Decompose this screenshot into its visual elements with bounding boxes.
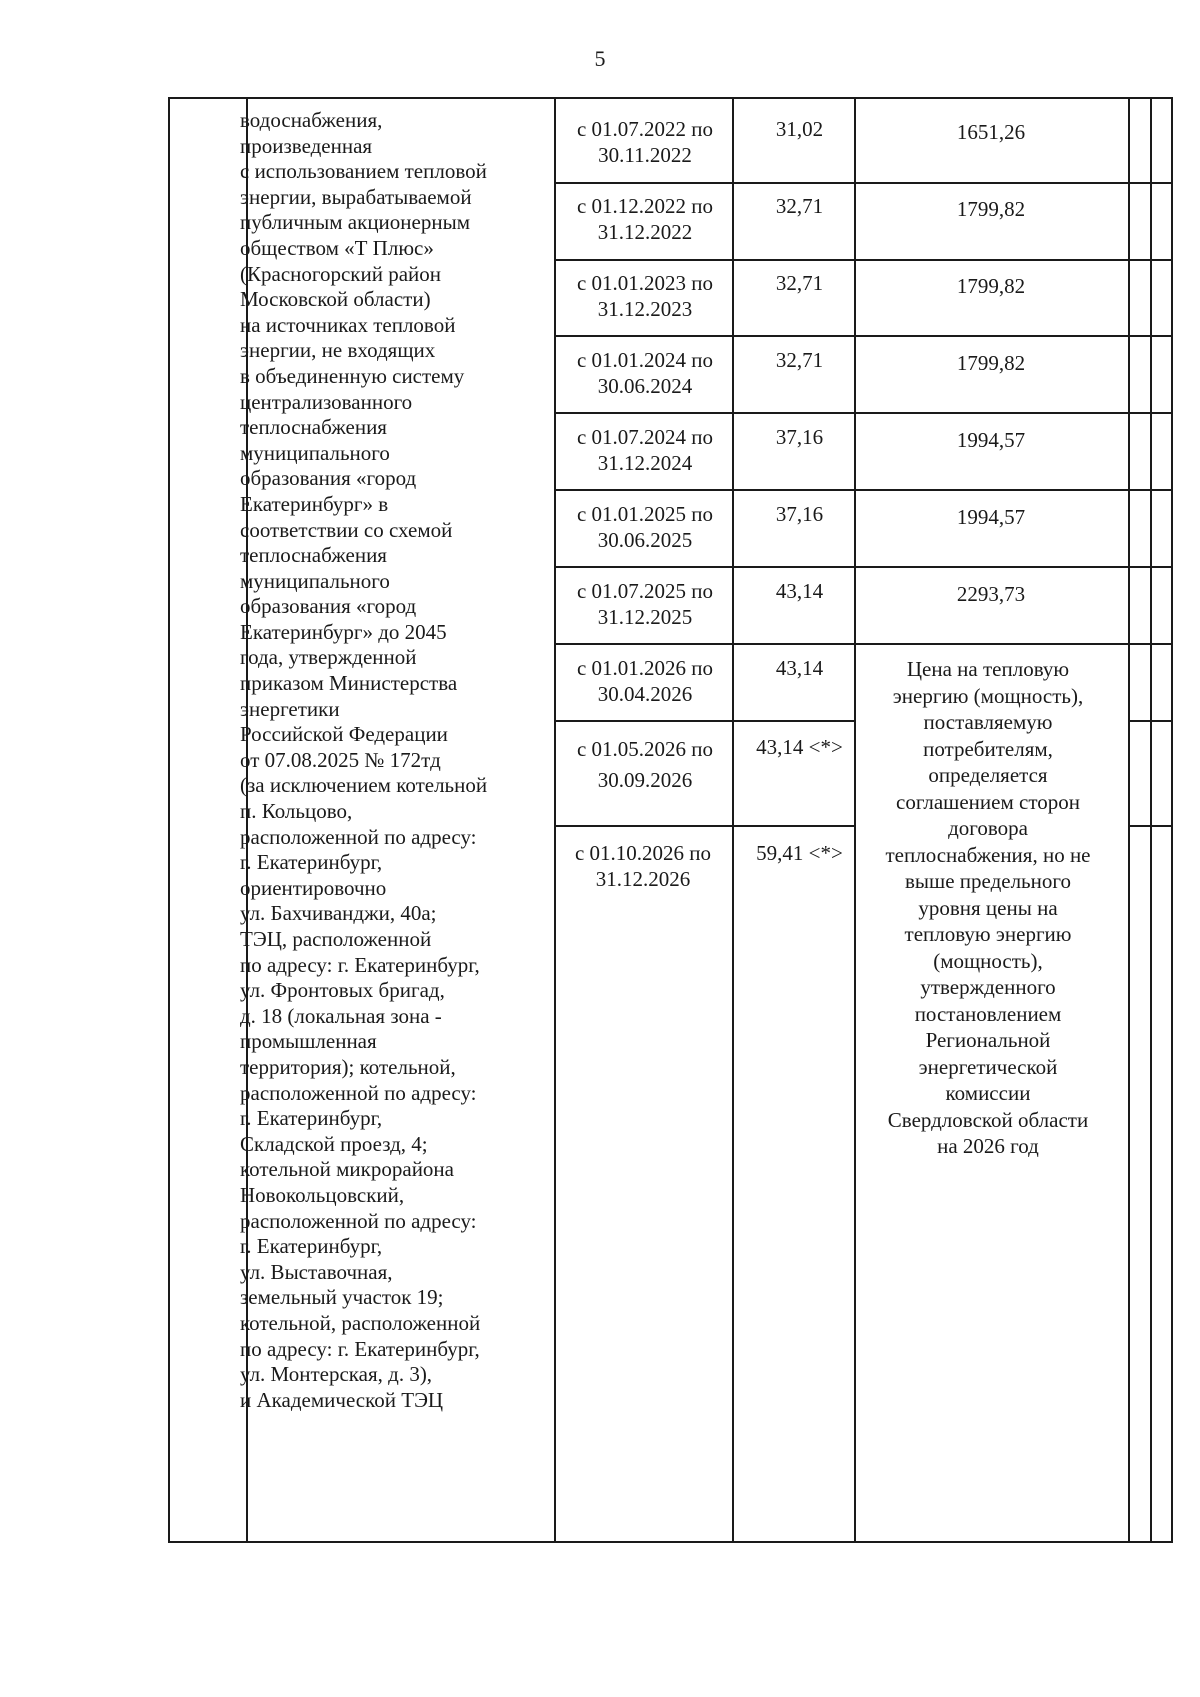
table-cell-period: с 01.07.2024 по 31.12.2024 xyxy=(576,425,714,475)
table-cell-rate: 32,71 xyxy=(775,194,824,218)
table-border-left xyxy=(168,97,170,1543)
page-number: 5 xyxy=(594,46,606,71)
row-separator xyxy=(554,643,1173,645)
row-separator xyxy=(554,412,1173,414)
table-cell-rate: 37,16 xyxy=(775,425,824,449)
table-cell-price: 1799,82 xyxy=(956,197,1026,221)
table-cell-period: с 01.12.2022 по 31.12.2022 xyxy=(576,194,714,244)
table-cell-price: 1651,26 xyxy=(956,120,1026,144)
table-cell-period: с 01.01.2025 по 30.06.2025 xyxy=(576,502,714,552)
table-cell-period: с 01.01.2023 по 31.12.2023 xyxy=(576,271,714,321)
table-cell-price: 2293,73 xyxy=(956,582,1026,606)
row-separator xyxy=(554,259,1173,261)
table-cell-period: с 01.07.2025 по 31.12.2025 xyxy=(576,579,714,629)
column-divider-6 xyxy=(1150,97,1152,1543)
table-border-bottom xyxy=(168,1541,1173,1543)
row-separator xyxy=(554,566,1173,568)
table-cell-period: с 01.01.2026 по 30.04.2026 xyxy=(576,656,714,706)
column-divider-3 xyxy=(732,97,734,1543)
table-cell-period: с 01.07.2022 по 30.11.2022 xyxy=(576,117,714,167)
table-cell-rate: 43,14 xyxy=(775,579,824,603)
table-cell-period: с 01.10.2026 по 31.12.2026 xyxy=(574,841,712,891)
table-cell-rate: 37,16 xyxy=(775,502,824,526)
table-cell-rate: 43,14 <*> xyxy=(756,735,843,759)
row-separator-right xyxy=(1128,825,1173,827)
table-cell-period: с 01.01.2024 по 30.06.2024 xyxy=(576,348,714,398)
column-divider-2 xyxy=(554,97,556,1543)
table-cell-price: 1799,82 xyxy=(956,274,1026,298)
column-divider-5 xyxy=(1128,97,1130,1543)
row-separator xyxy=(554,825,854,827)
description-text: водоснабжения, произведенная с использованием тепловой энергии, вырабатываемой публичным акционерным обществом «Т Плюс» (Красногорский район Московской области) на источниках тепловой энергии, не входящих в объединенную систему централизованного теплоснабжения муниципального образования «город Екатеринбург» в соответствии со схемой теплоснабжения муниципального образования «город Екатеринбург» до 2045 года, утвержденной приказом Министерства энергетики Российской Федерации от 07.08.2025 № 172тд (за исключением котельной п. Кольцово, расположенной по адресу: г. Екатеринбург, ориентировочно ул. Бахчиванджи, 40а; ТЭЦ, расположенной по адресу: г. Екатеринбург, ул. Фронтовых бригад, д. 18 (локальная зона - промышленная территория); котельной, расположенной по адресу: г. Екатеринбург, Складской проезд, 4; котельной микрорайона Новокольцовский, расположенной по адресу: г. Екатеринбург, ул. Выставочная, земельный участок 19; котельной, расположенной по адресу: г. Екатеринбург, ул. Монтерская, д. 3), и Академической ТЭЦ xyxy=(240,108,488,1412)
table-cell-rate: 43,14 xyxy=(775,656,824,680)
row-separator-right xyxy=(1128,720,1173,722)
table-cell-rate: 32,71 xyxy=(775,271,824,295)
row-separator xyxy=(554,720,854,722)
table-cell-rate: 31,02 xyxy=(775,117,824,141)
table-cell-period: с 01.05.2026 по 30.09.2026 xyxy=(576,737,714,792)
table-border-top xyxy=(168,97,1173,99)
table-cell-price: 1994,57 xyxy=(956,505,1026,529)
row-separator xyxy=(554,182,1173,184)
table-border-right xyxy=(1171,97,1173,1543)
price-note: Цена на тепловую энергию (мощность), поставляемую потребителям, определяется соглашением сторон договора теплоснабжения, но не выше предельного уровня цены на тепловую энергию (мощность), утвержденного постановлением Региональной энергетической комиссии Свердловской области на 2026 год xyxy=(885,657,1091,1158)
table-cell-price: 1799,82 xyxy=(956,351,1026,375)
table-cell-rate: 59,41 <*> xyxy=(756,841,843,865)
row-separator xyxy=(554,489,1173,491)
table-cell-price: 1994,57 xyxy=(956,428,1026,452)
table-cell-rate: 32,71 xyxy=(775,348,824,372)
row-separator xyxy=(554,335,1173,337)
